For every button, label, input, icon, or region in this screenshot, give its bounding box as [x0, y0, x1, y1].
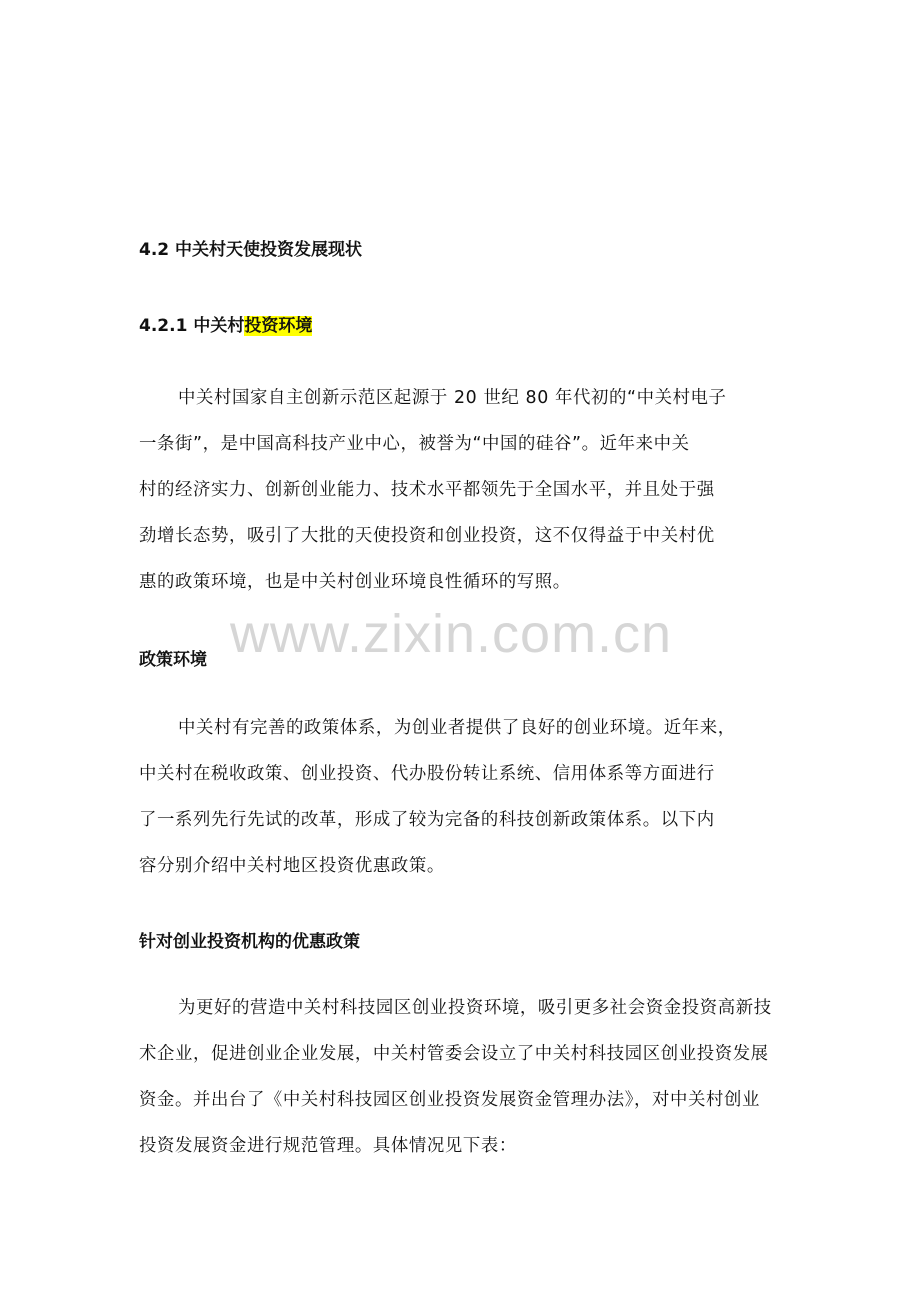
paragraph-line: 一条街”，是中国高科技产业中心，被誉为“中国的硅谷”。近年来中关 [139, 434, 690, 454]
paragraph-line: 容分别介绍中关村地区投资优惠政策。 [139, 856, 445, 876]
paragraph-line: 中关村国家自主创新示范区起源于 20 世纪 80 年代初的“中关村电子 [178, 388, 727, 408]
subsection-title-prefix: 4.2.1 中关村 [139, 316, 245, 336]
incentives-paragraph [139, 996, 799, 1180]
paragraph-line: 村的经济实力、创新创业能力、技术水平都领先于全国水平，并且处于强 [139, 480, 715, 500]
subsection-title [139, 314, 312, 338]
paragraph-line: 惠的政策环境，也是中关村创业环境良性循环的写照。 [139, 572, 571, 592]
paragraph-line: 术企业，促进创业企业发展，中关村管委会设立了中关村科技园区创业投资发展 [139, 1044, 769, 1064]
paragraph-line: 了一系列先行先试的改革，形成了较为完备的科技创新政策体系。以下内 [139, 810, 715, 830]
paragraph-line: 为更好的营造中关村科技园区创业投资环境，吸引更多社会资金投资高新技 [178, 998, 772, 1018]
watermark: www.zixin.com.cn [230, 604, 673, 664]
section-title: 4.2 中关村天使投资发展现状 [139, 240, 363, 260]
paragraph-line: 劲增长态势，吸引了大批的天使投资和创业投资，这不仅得益于中关村优 [139, 526, 715, 546]
policy-paragraph [139, 716, 799, 900]
paragraph-line: 资金。并出台了《中关村科技园区创业投资发展资金管理办法》，对中关村创业 [139, 1090, 760, 1110]
paragraph-line: 投资发展资金进行规范管理。具体情况见下表： [139, 1136, 517, 1156]
policy-heading: 政策环境 [139, 650, 207, 670]
paragraph-line: 中关村在税收政策、创业投资、代办股份转让系统、信用体系等方面进行 [139, 764, 715, 784]
paragraph-line: 中关村有完善的政策体系，为创业者提供了良好的创业环境。近年来， [178, 718, 736, 738]
intro-paragraph [139, 386, 799, 616]
incentives-heading: 针对创业投资机构的优惠政策 [139, 932, 360, 952]
highlighted-text: 投资环境 [244, 316, 313, 336]
